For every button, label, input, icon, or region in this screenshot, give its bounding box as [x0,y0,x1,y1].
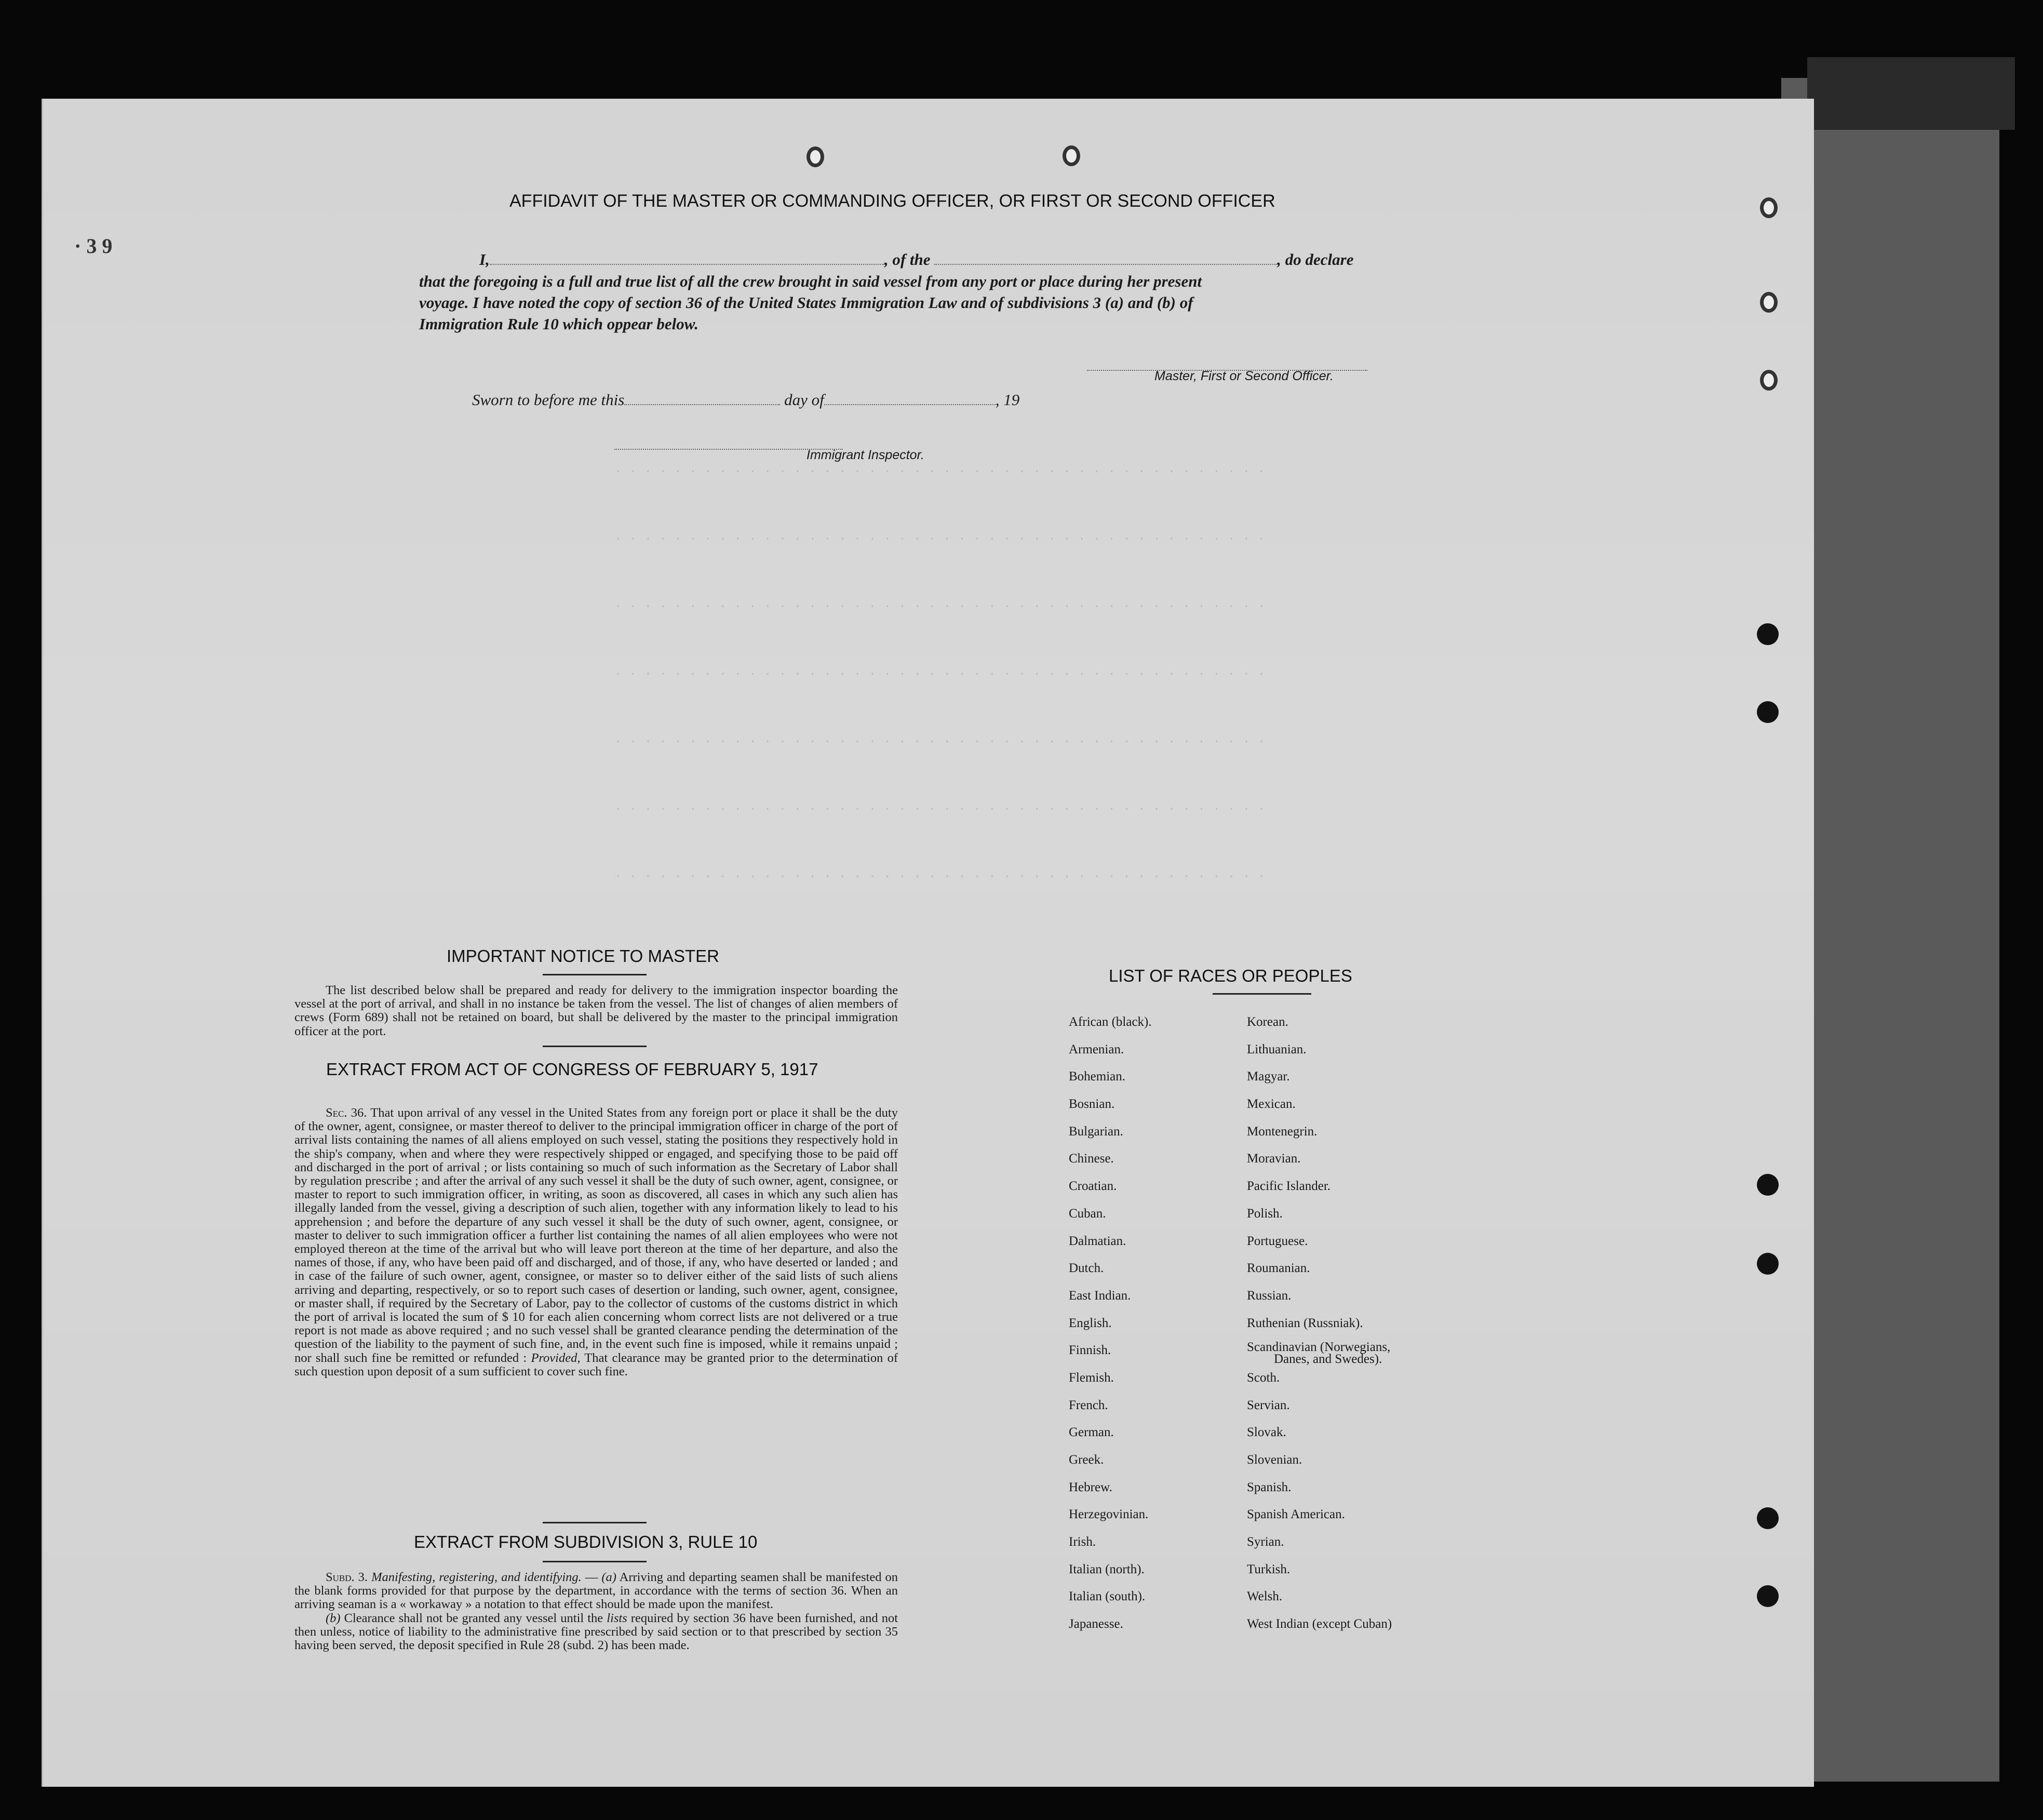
punch-hole [1757,1174,1779,1196]
day-blank [624,393,780,405]
affidavit-line-4: Immigration Rule 10 which oppear below. [419,315,698,333]
bleed-through-text: . . . . . . . . . . . . . . . . . . . . . . . . . . . . . . . . . . . . . . . . . . . . [614,530,1266,544]
race-item: Dutch. [1069,1261,1104,1276]
race-item: Scandinavian (Norwegians, Danes, and Swedes). [1247,1340,1391,1367]
margin-handwritten-note: · 3 9 [74,234,113,258]
affidavit-title: AFFIDAVIT OF THE MASTER OR COMMANDING OFFICER, OR FIRST OR SECOND OFFICER [509,191,1275,211]
act-text: Sec. 36. That upon arrival of any vessel in the United States from any foreign port or place it shall be the duty of the owner, agent, consignee, or master thereof to deliver to the principal immigration officer in charge of the port of arrival lists containing the names of all aliens employed on such vessel, stating the positions they respectively hold in the ship's company, when and where they were respectively shipped or engaged, and specifying those to be paid off and discharged in the port of arrival ; or lists containing so much of such information as the Secretary of Labor shall by regulation prescribe ; and after the arrival of any such vessel it shall be the duty of such owner, agent, consignee, or master to report to such immigration officer, in writing, as soon as discovered, all cases in which any such alien has illegally landed from the vessel, giving a description of such alien, together with any information likely to lead to his apprehension ; and before the departure of any such vessel it shall be the duty of such owner, agent, consignee, or master to deliver to such immigration officer a further list containing the names of all alien employees who were not employed thereon at the time of the arrival but who will leave port thereon at the time of her departure, and also the names of those, if any, who have been paid off and discharged, and of those, if any, who have deserted or landed ; and in case of the failure of such owner, agent, consignee, or master so to deliver either of the said lists of such aliens arriving and departing, respectively, or so to report such cases of desertion or landing, such owner, agent, consignee, or master shall, if required by the Secretary of Labor, pay to the collector of customs of the customs district in which the port of arrival is located the sum of $ 10 for each alien concerning whom correct lists are not delivered or a true report is not made as above required ; and no such vessel shall be granted clearance pending the determination of the question of the liability to the payment of such fine, and, in the event such fine is imposed, while it remains unpaid ; nor shall such fine be remitted or refunded : Provided, That clearance may be granted prior to the determination of such question upon deposit of a sum sufficient to cover such fine. [294,1106,898,1379]
race-item: Mexican. [1247,1097,1296,1112]
back-sheet-top [1807,57,2015,130]
race-item: Russian. [1247,1288,1292,1303]
race-item: Polish. [1247,1206,1283,1221]
race-item: German. [1069,1425,1114,1440]
race-item: Chinese. [1069,1152,1114,1166]
race-item-continuation: Danes, and Swedes). [1274,1352,1382,1367]
race-item: African (black). [1069,1015,1152,1029]
race-item: English. [1069,1316,1112,1330]
race-item: Korean. [1247,1015,1288,1029]
race-item: Slovenian. [1247,1453,1302,1467]
race-item: Scoth. [1247,1370,1280,1385]
race-item: East Indian. [1069,1288,1131,1303]
punch-hole [1063,145,1080,166]
punch-hole [1757,1507,1779,1529]
race-item: Herzegovinian. [1069,1507,1149,1522]
punch-hole [1760,197,1778,218]
bleed-through-text: . . . . . . . . . . . . . . . . . . . . . . . . . . . . . . . . . . . . . . . . . . . . [614,665,1266,679]
races-left-column [1069,1009,1152,1638]
act-title: EXTRACT FROM ACT OF CONGRESS OF FEBRUARY 5, 1917 [326,1060,818,1079]
race-item: Italian (south). [1069,1589,1146,1604]
notice-text: The list described below shall be prepared and ready for delivery to the immigration inspector boarding the vessel at the port of arrival, and shall in no instance be taken from the vessel. The list of changes of alien members of crews (Form 689) shall not be retained on board, but shall be delivered by the master to the principal immigration officer at the port. [294,983,898,1038]
punch-hole [1760,370,1778,391]
race-item: Greek. [1069,1453,1104,1467]
bleed-through-text: . . . . . . . . . . . . . . . . . . . . . . . . . . . . . . . . . . . . . . . . . . . . [614,462,1266,476]
title-rule [1213,993,1311,995]
affidavit-line-3: voyage. I have noted the copy of section 36 of the United States Immigration Law and of subdivisions 3 (a) and (b) of [419,293,1193,312]
race-item: Croatian. [1069,1179,1117,1194]
race-item: Bosnian. [1069,1097,1115,1112]
document-page [42,99,1814,1787]
punch-hole [1760,292,1778,313]
race-item: Flemish. [1069,1370,1114,1385]
race-item: Cuban. [1069,1206,1106,1221]
month-blank [824,393,996,405]
race-item: Servian. [1247,1398,1290,1412]
rule10-text: Subd. 3. Manifesting, registering, and identifying. — (a) Arriving and departing seamen shall be manifested on the blank forms provided for that purpose by the department, in accordance with the terms of section 36. When an arriving seaman is a « workaway » a notation to that effect should be made upon the manifest. (b) Clearance shall not be granted any vessel until the lists required by section 36 have been furnished, and not then unless, notice of liability to the administrative fine prescribed by said section or to that prescribed by section 35 having been served, the deposit specified in Rule 28 (subd. 2) has been made. [294,1570,898,1653]
race-item: Syrian. [1247,1535,1284,1549]
race-item: Bohemian. [1069,1069,1126,1084]
vessel-blank [934,252,1277,265]
races-title: LIST OF RACES OR PEOPLES [1109,966,1352,985]
race-item: Welsh. [1247,1589,1283,1604]
punch-hole [1757,1585,1779,1607]
bleed-through-text: . . . . . . . . . . . . . . . . . . . . . . . . . . . . . . . . . . . . . . . . . . . . [614,800,1266,814]
race-item: West Indian (except Cuban) [1247,1617,1392,1631]
race-item: Armenian. [1069,1042,1124,1056]
races-right-column [1247,1009,1392,1638]
affidavit-line-2: that the foregoing is a full and true list of all the crew brought in said vessel from any port or place during her present [419,272,1202,290]
punch-hole [1757,1253,1779,1275]
bleed-through-text: . . . . . . . . . . . . . . . . . . . . . . . . . . . . . . . . . . . . . . . . . . . . [614,867,1266,881]
sworn-line: Sworn to before me this day of , 19 [472,391,1020,409]
race-item: Slovak. [1247,1425,1286,1440]
race-item: Ruthenian (Russniak). [1247,1316,1363,1330]
race-item: Bulgarian. [1069,1124,1123,1139]
race-item: Turkish. [1247,1562,1291,1576]
race-item: Finnish. [1069,1343,1111,1358]
title-rule [543,1046,647,1047]
race-item: Irish. [1069,1535,1096,1549]
title-rule [543,1522,647,1523]
race-item: Roumanian. [1247,1261,1310,1276]
punch-hole [1757,701,1779,723]
race-item: Moravian. [1247,1152,1301,1166]
race-item: French. [1069,1398,1108,1412]
race-item: Spanish American. [1247,1507,1345,1522]
race-item: Pacific Islander. [1247,1179,1331,1194]
bleed-through-text: . . . . . . . . . . . . . . . . . . . . . . . . . . . . . . . . . . . . . . . . . . . . [614,597,1266,611]
affidavit-line-1: I, , of the , do declare [479,250,1354,269]
rule10-title: EXTRACT FROM SUBDIVISION 3, RULE 10 [414,1532,758,1551]
race-item: Montenegrin. [1247,1124,1318,1139]
master-signature-label: Master, First or Second Officer. [1154,369,1334,383]
punch-hole [807,146,824,167]
race-item: Hebrew. [1069,1480,1112,1494]
race-item: Magyar. [1247,1069,1290,1084]
inspector-signature-label: Immigrant Inspector. [807,448,924,462]
race-item: Japanesse. [1069,1617,1123,1631]
bleed-through-text: . . . . . . . . . . . . . . . . . . . . . . . . . . . . . . . . . . . . . . . . . . . . [614,732,1266,746]
race-item: Lithuanian. [1247,1042,1307,1056]
title-rule [543,1561,647,1562]
race-item: Dalmatian. [1069,1234,1126,1248]
name-blank [490,252,884,265]
race-item: Italian (north). [1069,1562,1145,1576]
race-item: Spanish. [1247,1480,1292,1494]
notice-title: IMPORTANT NOTICE TO MASTER [447,946,720,966]
race-item: Portuguese. [1247,1234,1308,1248]
title-rule [543,974,647,975]
back-sheet [1781,78,1999,1782]
punch-hole [1757,623,1779,645]
